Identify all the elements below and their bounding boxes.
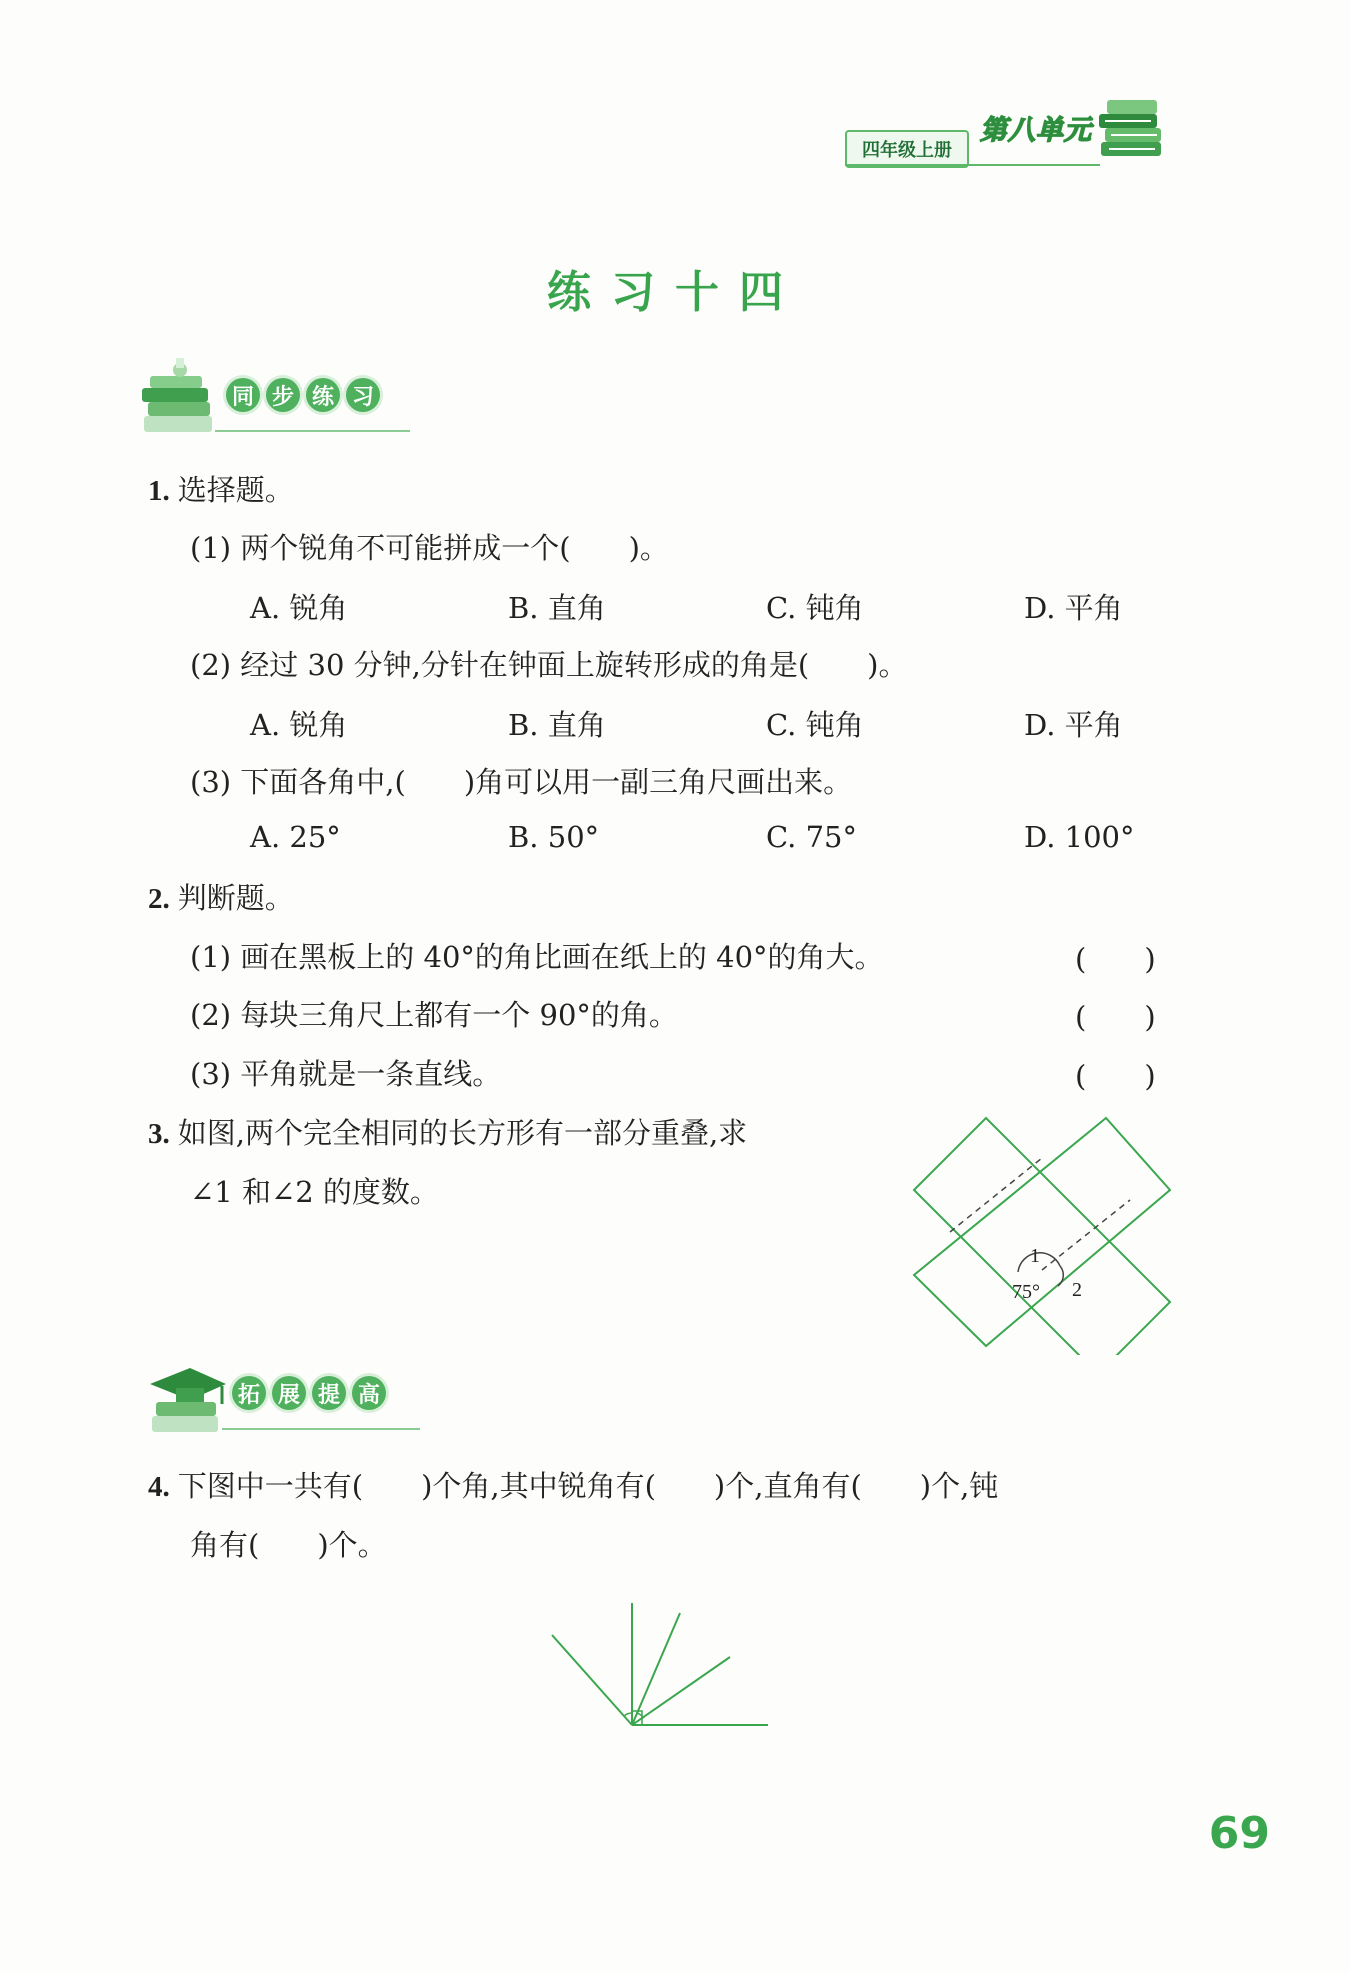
banner-char: 练 bbox=[306, 378, 340, 412]
question-number: 3. bbox=[148, 1118, 170, 1150]
banner-char: 展 bbox=[272, 1376, 306, 1410]
banner-char: 高 bbox=[352, 1376, 386, 1410]
unit-label: 第八单元 bbox=[980, 115, 1092, 146]
books-stack-icon bbox=[1095, 92, 1170, 170]
banner-char: 同 bbox=[226, 378, 260, 412]
q1-item-3-option-a[interactable]: A. 25° bbox=[250, 820, 341, 854]
banner-char: 步 bbox=[266, 378, 300, 412]
q1-item-3-option-c[interactable]: C. 75° bbox=[766, 820, 857, 854]
banner-char: 拓 bbox=[232, 1376, 266, 1410]
graduation-cap-books-icon bbox=[146, 1360, 228, 1440]
angles-ray-figure bbox=[540, 1595, 780, 1735]
banner-underline bbox=[215, 430, 410, 432]
q1-item-3-stem: (3) 下面各角中,( )角可以用一副三角尺画出来。 bbox=[190, 765, 853, 799]
books-stack-icon bbox=[140, 358, 220, 440]
q1-item-2-option-a[interactable]: A. 锐角 bbox=[250, 708, 348, 742]
question-text: 下图中一共有( )个角,其中锐角有( )个,直角有( )个,钝 bbox=[177, 1469, 999, 1503]
question-number: 2. bbox=[148, 883, 170, 915]
question-4-line2: 角有( )个。 bbox=[190, 1528, 387, 1562]
q2-item-2-stem: (2) 每块三角尺上都有一个 90°的角。 bbox=[190, 998, 678, 1032]
question-text: 如图,两个完全相同的长方形有一部分重叠,求 bbox=[177, 1116, 748, 1150]
angle-75-label: 75° bbox=[1012, 1281, 1040, 1303]
angle-2-label: 2 bbox=[1072, 1279, 1082, 1301]
section-banner-sync bbox=[226, 378, 380, 412]
overlapping-rectangles-figure bbox=[900, 1110, 1180, 1355]
q1-item-2-option-c[interactable]: C. 钝角 bbox=[766, 708, 864, 742]
question-2 bbox=[148, 878, 294, 919]
question-3 bbox=[148, 1113, 747, 1154]
q1-item-1-option-c[interactable]: C. 钝角 bbox=[766, 591, 864, 625]
rectangle-a bbox=[914, 1118, 1170, 1355]
banner-char: 习 bbox=[346, 378, 380, 412]
question-1 bbox=[148, 470, 294, 511]
dashed-fold-line bbox=[950, 1158, 1042, 1232]
q1-item-1-option-d[interactable]: D. 平角 bbox=[1024, 591, 1123, 625]
q2-item-3-stem: (3) 平角就是一条直线。 bbox=[190, 1057, 502, 1091]
section-banner-extend bbox=[232, 1376, 386, 1410]
q1-item-3-option-b[interactable]: B. 50° bbox=[508, 820, 600, 854]
q2-item-2-answer-blank[interactable]: ( ) bbox=[1075, 1000, 1156, 1034]
q1-item-1-option-a[interactable]: A. 锐角 bbox=[250, 591, 348, 625]
q1-item-2-option-b[interactable]: B. 直角 bbox=[508, 708, 606, 742]
q1-item-3-option-d[interactable]: D. 100° bbox=[1024, 820, 1135, 854]
q1-item-1-stem: (1) 两个锐角不可能拼成一个( )。 bbox=[190, 531, 669, 565]
page-number: 69 bbox=[1208, 1808, 1270, 1859]
q1-item-1-option-b[interactable]: B. 直角 bbox=[508, 591, 606, 625]
banner-char: 提 bbox=[312, 1376, 346, 1410]
grade-label: 四年级上册 bbox=[845, 130, 969, 168]
angle-arc bbox=[636, 1713, 644, 1718]
page-title: 练习十四 bbox=[547, 267, 803, 318]
q1-item-2-stem: (2) 经过 30 分钟,分针在钟面上旋转形成的角是( )。 bbox=[190, 648, 908, 682]
q2-item-1-stem: (1) 画在黑板上的 40°的角比画在纸上的 40°的角大。 bbox=[190, 940, 884, 974]
q2-item-1-answer-blank[interactable]: ( ) bbox=[1075, 942, 1156, 976]
question-text: 选择题。 bbox=[177, 473, 294, 507]
question-text: 判断题。 bbox=[177, 881, 294, 915]
banner-underline bbox=[222, 1428, 420, 1430]
question-number: 4. bbox=[148, 1471, 170, 1503]
ray-left bbox=[552, 1635, 632, 1725]
question-3-line2: ∠1 和∠2 的度数。 bbox=[190, 1175, 439, 1209]
question-number: 1. bbox=[148, 475, 170, 507]
angle-arc bbox=[624, 1713, 632, 1716]
header-underline bbox=[845, 164, 1100, 166]
angle-1-label: 1 bbox=[1030, 1245, 1040, 1267]
q1-item-2-option-d[interactable]: D. 平角 bbox=[1024, 708, 1123, 742]
question-4 bbox=[148, 1466, 998, 1507]
q2-item-3-answer-blank[interactable]: ( ) bbox=[1075, 1059, 1156, 1093]
